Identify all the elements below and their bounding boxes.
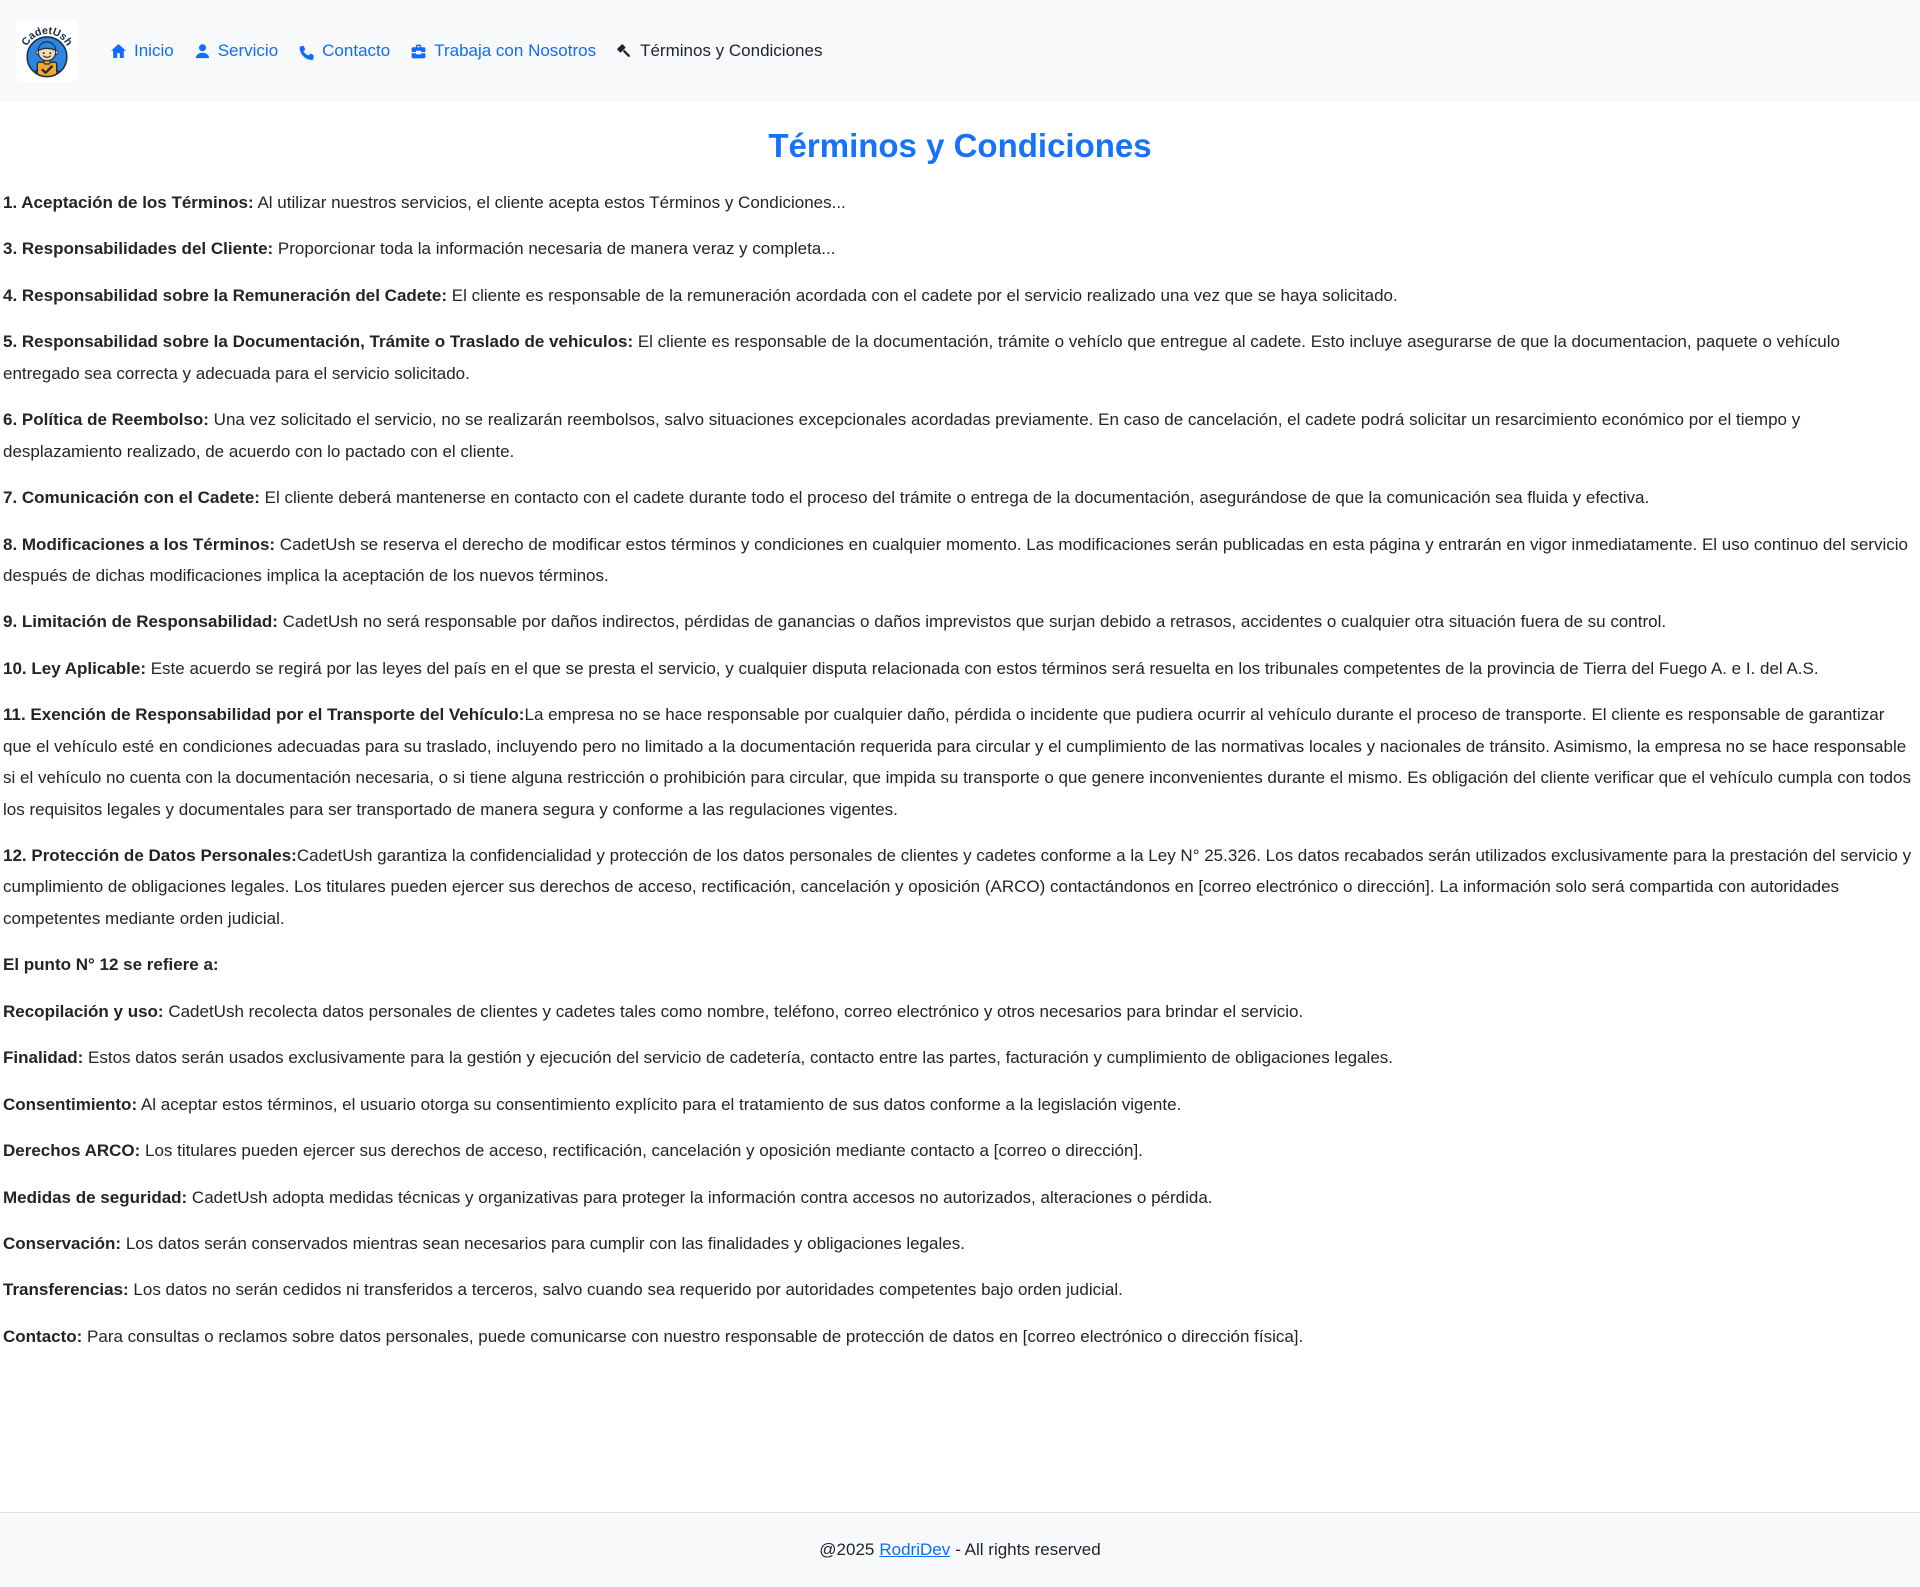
term-text: Los datos serán conservados mientras sean necesarios para cumplir con las finalidades y obligaciones legales.: [121, 1233, 965, 1253]
term-label: 10. Ley Aplicable:: [3, 658, 146, 678]
term-text: CadetUsh recolecta datos personales de clientes y cadetes tales como nombre, teléfono, correo electrónico y otros necesarios para brindar el servicio.: [163, 1001, 1304, 1021]
term-label: Conservación:: [3, 1233, 122, 1253]
term-paragraph: [3, 404, 1917, 467]
term-text: La empresa no se hace responsable por cualquier daño, pérdida o incidente que pudiera ocurrir al vehículo durante el proceso de transporte. El cliente es responsable de garantizar que el vehículo esté en condiciones adecuadas para su traslado, incluyendo pero no limitado a la documentación requerida para circular y el cumplimiento de las normativas locales y nacionales de tránsito. Asimismo, la empresa no se hace responsable si el vehículo no cuenta con la documentación necesaria, o si tiene alguna restricción o prohibición para circular, que impida su transporte o que genere inconvenientes durante el mismo. Es obligación del cliente verificar que el vehículo cumpla con todos los requisitos legales y documentales para ser transportado de manera segura y conforme a las regulaciones vigentes.: [3, 705, 1911, 819]
brand-logo[interactable]: [16, 20, 78, 82]
term-paragraph: [3, 1089, 1917, 1120]
nav-item-trabaja-con-nosotros[interactable]: [400, 33, 606, 69]
term-text: El cliente es responsable de la documentación, trámite o vehíclo que entregue al cadete. Esto incluye asegurarse de que la documentacion, paquete o vehículo entregado sea correcta y adecuada para el servicio solicitado.: [3, 332, 1840, 383]
nav-item-terminos-y-condiciones[interactable]: [606, 33, 832, 69]
home-icon: [110, 43, 127, 60]
navbar: [0, 0, 1920, 102]
term-label: 11. Exención de Responsabilidad por el Transporte del Vehículo:: [3, 705, 525, 725]
term-label: 4. Responsabilidad sobre la Remuneración del Cadete:: [3, 285, 448, 305]
nav-links: [100, 33, 832, 69]
term-text: Los titulares pueden ejercer sus derechos de acceso, rectificación, cancelación y oposición mediante contacto a [correo o dirección].: [140, 1141, 1143, 1161]
term-text: Al utilizar nuestros servicios, el cliente acepta estos Términos y Condiciones...: [253, 193, 846, 212]
term-paragraph: [3, 233, 1917, 264]
term-label: 5. Responsabilidad sobre la Documentación, Trámite o Traslado de vehiculos:: [3, 332, 634, 352]
term-text: Una vez solicitado el servicio, no se realizarán reembolsos, salvo situaciones excepcionales acordadas previamente. En caso de cancelación, el cadete podrá solicitar un resarcimiento económico por el tiempo y desplazamiento realizado, de acuerdo con lo pactado con el cliente.: [3, 410, 1801, 461]
term-label: 1. Aceptación de los Términos:: [3, 193, 254, 212]
nav-item-label: Servicio: [217, 41, 279, 60]
term-label: 7. Comunicación con el Cadete:: [3, 488, 260, 508]
term-paragraph: [3, 1182, 1917, 1213]
footer-rights: - All rights reserved: [955, 1540, 1101, 1559]
term-paragraph: [3, 1042, 1917, 1073]
term-text: El cliente deberá mantenerse en contacto con el cadete durante todo el proceso del trámite o entrega de la documentación, asegurándose de que la comunicación sea fluida y efectiva.: [259, 488, 1650, 508]
term-paragraph: [3, 280, 1917, 311]
gavel-icon: [616, 43, 633, 60]
nav-item-label: Contacto: [322, 41, 391, 60]
term-text: CadetUsh adopta medidas técnicas y organizativas para proteger la información contra accesos no autorizados, alteraciones o pérdida.: [187, 1187, 1213, 1207]
term-text: Este acuerdo se regirá por las leyes del país en el que se presta el servicio, y cualquier disputa relacionada con estos términos será resuelta en los tribunales competentes de la provincia de Tierra del Fuego A. e I. del A.S.: [145, 658, 1819, 678]
term-label: 8. Modificaciones a los Términos:: [3, 534, 276, 554]
main-content: [0, 102, 1920, 1512]
nav-item-label: Trabaja con Nosotros: [434, 41, 597, 60]
nav-item-inicio[interactable]: [100, 33, 184, 69]
term-text: Para consultas o reclamos sobre datos personales, puede comunicarse con nuestro responsable de protección de datos en [correo electrónico o dirección física].: [82, 1326, 1304, 1346]
term-text: CadetUsh se reserva el derecho de modificar estos términos y condiciones en cualquier momento. Las modificaciones serán publicadas en esta página y entrarán en vigor inmediatamente. El uso continuo del servicio después de dichas modificaciones implica la aceptación de los nuevos términos.: [3, 534, 1908, 585]
page-title: Términos y Condiciones: [768, 127, 1152, 164]
footer-author-link[interactable]: RodriDev: [879, 1540, 951, 1559]
cadetush-logo-icon: [16, 20, 78, 82]
nav-item-label: Inicio: [134, 41, 174, 60]
brand-text: CadetUsh: [19, 24, 75, 49]
term-label: El punto N° 12 se refiere a:: [3, 955, 219, 975]
footer: [0, 1512, 1920, 1587]
term-label: 9. Limitación de Responsabilidad:: [3, 612, 278, 632]
term-text: CadetUsh garantiza la confidencialidad y protección de los datos personales de clientes y cadetes conforme a la Ley N° 25.326. Los datos recabados serán utilizados exclusivamente para la prestación del servicio y cumplimiento de obligaciones legales. Los titulares pueden ejercer sus derechos de acceso, rectificación, cancelación y oposición (ARCO) contactándonos en [correo electrónico o dirección]. La información solo será compartida con autoridades competentes mediante orden judicial.: [3, 846, 1912, 928]
term-text: CadetUsh no será responsable por daños indirectos, pérdidas de ganancias o daños imprevistos que surjan debido a retrasos, accidentes o cualquier otra situación fuera de su control.: [277, 612, 1667, 632]
footer-copyright: @2025: [819, 1540, 875, 1559]
term-label: 6. Política de Reembolso:: [3, 410, 209, 430]
term-label: Recopilación y uso:: [3, 1001, 164, 1021]
term-text: Los datos no serán cedidos ni transferidos a terceros, salvo cuando sea requerido por autoridades competentes bajo orden judicial.: [128, 1280, 1123, 1300]
term-paragraph: [3, 653, 1917, 684]
nav-item-contacto[interactable]: [288, 33, 400, 69]
term-paragraph: [3, 949, 1917, 980]
term-label: 3. Responsabilidades del Cliente:: [3, 239, 274, 259]
term-text: El cliente es responsable de la remuneración acordada con el cadete por el servicio realizado una vez que se haya solicitado.: [447, 285, 1398, 305]
term-paragraph: [3, 1228, 1917, 1259]
term-label: Medidas de seguridad:: [3, 1187, 188, 1207]
term-paragraph: [3, 996, 1917, 1027]
term-label: 12. Protección de Datos Personales:: [3, 846, 297, 865]
term-text: Al aceptar estos términos, el usuario otorga su consentimiento explícito para el tratamiento de sus datos conforme a la legislación vigente.: [137, 1094, 1182, 1114]
term-paragraph: [3, 699, 1917, 825]
terms-list: [3, 187, 1917, 1352]
term-label: Derechos ARCO:: [3, 1141, 141, 1161]
term-label: Transferencias:: [3, 1280, 129, 1300]
term-label: Consentimiento:: [3, 1094, 138, 1114]
phone-icon: [298, 43, 315, 60]
term-label: Contacto:: [3, 1326, 83, 1346]
user-icon: [194, 43, 211, 60]
term-paragraph: [3, 1321, 1917, 1352]
term-text: Estos datos serán usados exclusivamente para la gestión y ejecución del servicio de cadetería, contacto entre las partes, facturación y cumplimiento de obligaciones legales.: [83, 1048, 1394, 1068]
term-paragraph: [3, 482, 1917, 513]
term-paragraph: [3, 326, 1917, 389]
term-paragraph: [3, 1135, 1917, 1166]
term-paragraph: [3, 1274, 1917, 1305]
term-paragraph: [3, 187, 1917, 218]
term-label: Finalidad:: [3, 1048, 84, 1068]
term-paragraph: [3, 529, 1917, 592]
term-paragraph: [3, 606, 1917, 637]
nav-item-servicio[interactable]: [184, 33, 288, 69]
term-paragraph: [3, 840, 1917, 934]
nav-item-label: Términos y Condiciones: [640, 41, 823, 60]
toolbox-icon: [410, 43, 427, 60]
term-text: Proporcionar toda la información necesaria de manera veraz y completa...: [273, 239, 836, 259]
